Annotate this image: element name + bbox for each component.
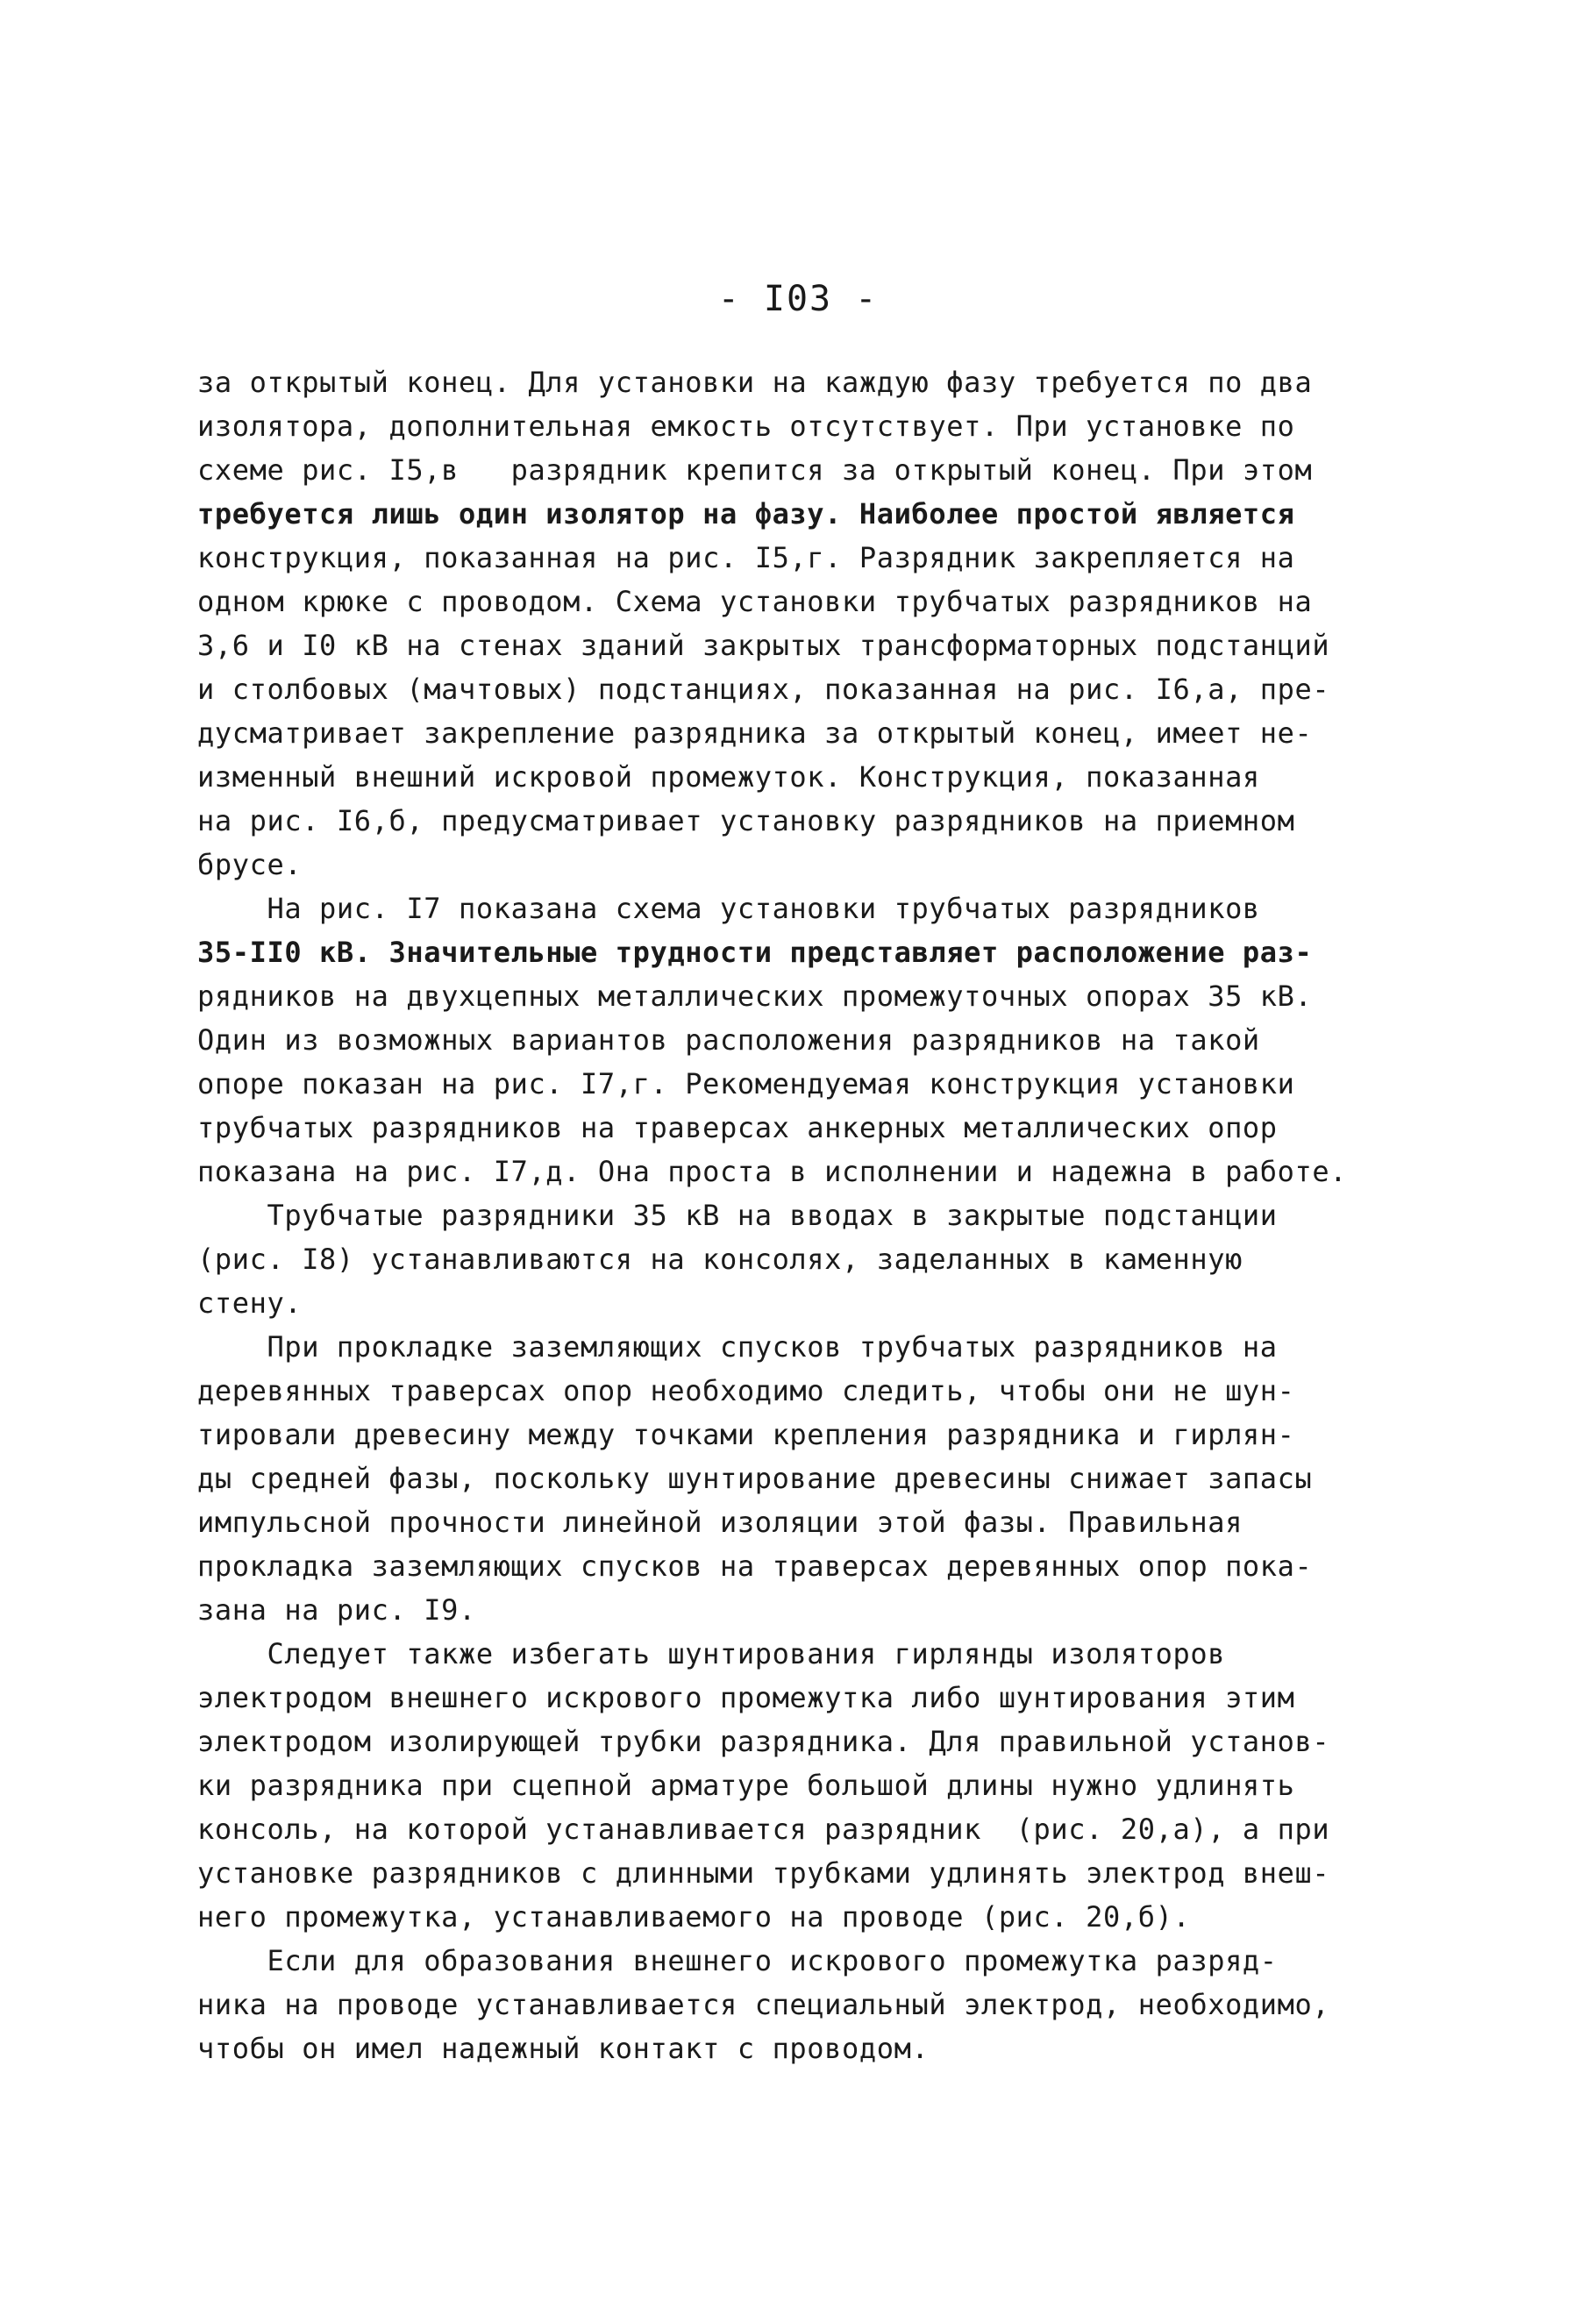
text-line: одном крюке с проводом. Схема установки трубчатых разрядников на [197, 585, 1313, 618]
text-line: Один из возможных вариантов расположения разрядников на такой [197, 1023, 1260, 1057]
text-line: брусе. [197, 848, 303, 881]
text-line: рядников на двухцепных металлических промежуточных опорах 35 кВ. [197, 979, 1313, 1013]
text-line: стену. [197, 1286, 303, 1320]
text-line: изолятора, дополнительная емкость отсутствует. При установке по [197, 410, 1295, 443]
text-line: схеме рис. I5,в разрядник крепится за открытый конец. При этом [197, 453, 1313, 487]
text-line: ды средней фазы, поскольку шунтирование древесины снижает запасы [197, 1462, 1313, 1495]
text-line: Следует также избегать шунтирования гирлянды изоляторов [197, 1637, 1226, 1670]
text-line: него промежутка, устанавливаемого на проводе (рис. 20,б). [197, 1900, 1191, 1934]
text-line: зана на рис. I9. [197, 1593, 476, 1627]
text-line: деревянных траверсах опор необходимо следить, чтобы они не шун- [197, 1374, 1295, 1407]
text-line: электродом изолирующей трубки разрядника. Для правильной установ- [197, 1725, 1330, 1758]
text-line: 35-II0 кВ. Значительные трудности представляет расположение раз- [197, 936, 1313, 969]
text-line: требуется лишь один изолятор на фазу. Наиболее простой является [197, 497, 1295, 531]
text-line: показана на рис. I7,д. Она проста в исполнении и надежна в работе. [197, 1155, 1348, 1188]
text-line: установке разрядников с длинными трубками удлинять электрод внеш- [197, 1856, 1330, 1890]
text-line: на рис. I6,б, предусматривает установку разрядников на приемном [197, 804, 1295, 837]
page-number: - I03 - [717, 279, 879, 319]
text-line: прокладка заземляющих спусков на траверсах деревянных опор пока- [197, 1549, 1313, 1583]
text-line: ки разрядника при сцепной арматуре большой длины нужно удлинять [197, 1769, 1295, 1802]
text-line: чтобы он имел надежный контакт с проводом. [197, 2032, 930, 2065]
text-line: тировали древесину между точками крепления разрядника и гирлян- [197, 1418, 1295, 1451]
text-line: На рис. I7 показана схема установки трубчатых разрядников [197, 892, 1260, 925]
text-line: за открытый конец. Для установки на каждую фазу требуется по два [197, 366, 1313, 399]
text-line: импульсной прочности линейной изоляции этой фазы. Правильная [197, 1506, 1243, 1539]
text-line: электродом внешнего искрового промежутка либо шунтирования этим [197, 1681, 1295, 1714]
text-line: Трубчатые разрядники 35 кВ на вводах в закрытые подстанции [197, 1199, 1278, 1232]
text-line: ника на проводе устанавливается специальный электрод, необходимо, [197, 1988, 1330, 2021]
text-line: Если для образования внешнего искрового промежутка разряд- [197, 1944, 1278, 1977]
text-line: трубчатых разрядников на траверсах анкерных металлических опор [197, 1111, 1278, 1144]
text-line: консоль, на которой устанавливается разрядник (рис. 20,а), а при [197, 1813, 1330, 1846]
text-line: 3,6 и I0 кВ на стенах зданий закрытых трансформаторных подстанций [197, 629, 1330, 662]
text-line: конструкция, показанная на рис. I5,г. Разрядник закрепляется на [197, 541, 1295, 574]
text-line: и столбовых (мачтовых) подстанциях, показанная на рис. I6,а, пре- [197, 673, 1330, 706]
text-line: опоре показан на рис. I7,г. Рекомендуемая конструкция установки [197, 1067, 1295, 1101]
text-line: При прокладке заземляющих спусков трубчатых разрядников на [197, 1330, 1278, 1364]
text-line: (рис. I8) устанавливаются на консолях, заделанных в каменную [197, 1243, 1243, 1276]
text-line: изменный внешний искровой промежуток. Конструкция, показанная [197, 760, 1260, 794]
text-line: дусматривает закрепление разрядника за открытый конец, имеет не- [197, 716, 1313, 750]
